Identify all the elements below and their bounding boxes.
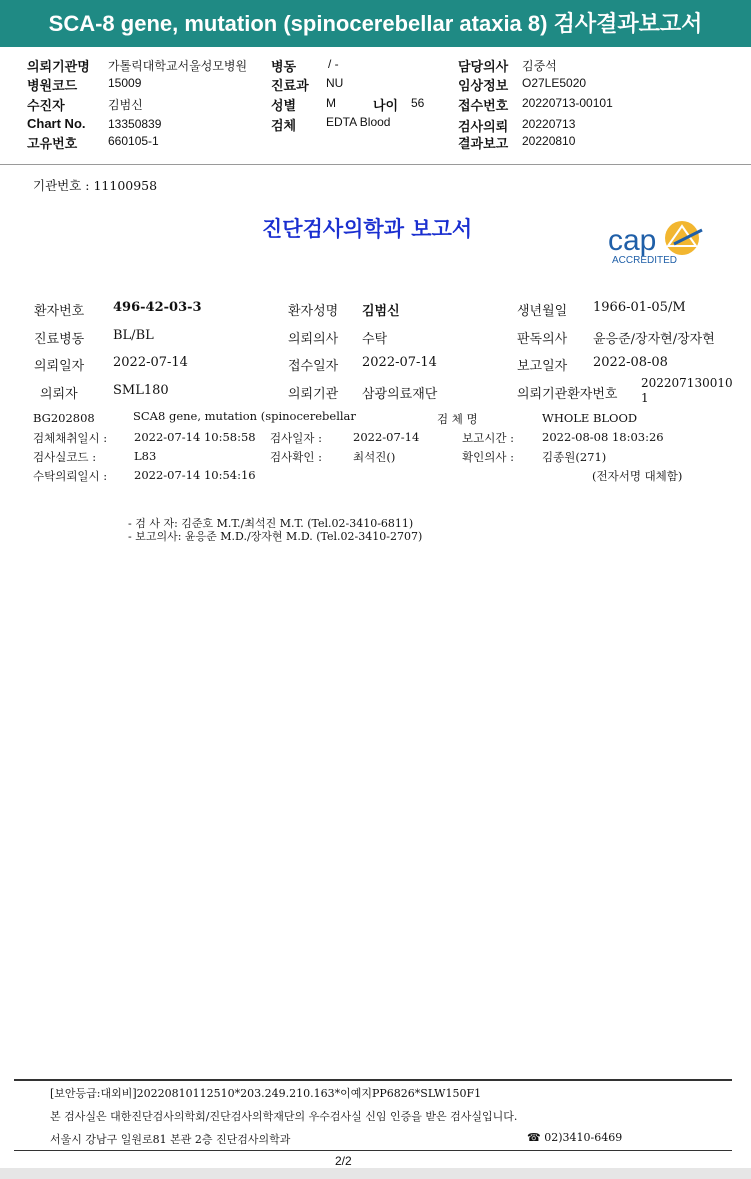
field-label: 판독의사 (517, 332, 568, 347)
header-label: 담당의사 (458, 59, 509, 74)
requester: SML180 (113, 383, 169, 398)
security-line: [보안등급:대외비]20220810112510*203.249.210.163*이예지PP6826*SLW150F1 (50, 1087, 482, 1100)
header-label: 검체 (271, 118, 297, 133)
field-label: 보고일자 (517, 359, 568, 374)
header-value: 20220810 (522, 134, 576, 148)
patient-name: 김범신 (362, 304, 400, 319)
field-label: 의뢰기관환자번호 (517, 387, 618, 402)
report-time: 2022-08-08 18:03:26 (542, 430, 664, 444)
header-label: Chart No. (27, 116, 86, 131)
requesting-doctor: 수탁 (362, 332, 388, 347)
header-value: 13350839 (108, 117, 162, 131)
header-value: / - (328, 57, 339, 71)
date-of-birth: 1966-01-05/M (593, 300, 686, 315)
header-label: 의뢰기관명 (27, 59, 90, 74)
request-date: 2022-07-14 (113, 355, 188, 370)
institution-patient-number-cont: 1 (641, 391, 649, 405)
certification-line: 본 검사실은 대한진단검사의학회/진단검사의학재단의 우수검사실 신임 인증을 받은 검사실입니다. (50, 1110, 518, 1123)
address-line: 서울시 강남구 일원로81 본관 2층 진단검사의학과 (50, 1133, 291, 1146)
specimen: WHOLE BLOOD (542, 411, 638, 425)
tester-line: - 검 사 자: 김준호 M.T./최석진 M.T. (Tel.02-3410-6811) (128, 517, 414, 530)
confirming-doctor: 김종원(271) (542, 450, 607, 464)
test-code: BG202808 (33, 411, 95, 425)
age-label: 나이 (373, 98, 399, 113)
field-label: 수탁의뢰일시 : (33, 469, 108, 483)
header-value: 20220713 (522, 117, 576, 131)
field-label: 생년월일 (517, 304, 568, 319)
test-confirmer: 최석진() (353, 450, 396, 464)
header-label: 결과보고 (458, 136, 509, 151)
consignment-datetime: 2022-07-14 10:54:16 (134, 468, 256, 482)
phone-line: ☎ 02)3410-6469 (527, 1131, 623, 1144)
field-label: 의뢰자 (40, 387, 78, 402)
cap-text: cap (608, 224, 657, 257)
test-name: SCA8 gene, mutation (spinocerebellar (133, 409, 356, 423)
header-label: 수진자 (27, 98, 65, 113)
electronic-signature-note: (전자서명 대체함) (592, 469, 683, 483)
field-label: 접수일자 (288, 359, 339, 374)
field-label: 의뢰일자 (34, 359, 85, 374)
header-label: 임상정보 (458, 78, 509, 93)
field-label: 확인의사 : (462, 450, 514, 464)
receipt-date: 2022-07-14 (362, 355, 437, 370)
header-label: 병원코드 (27, 78, 78, 93)
field-label: 검사실코드 : (33, 450, 97, 464)
requesting-institution: 삼광의료재단 (362, 387, 438, 402)
header-label: 진료과 (271, 78, 309, 93)
report-title: 진단검사의학과 보고서 (262, 217, 473, 241)
field-label: 의뢰의사 (288, 332, 339, 347)
header-value: EDTA Blood (326, 115, 391, 129)
header-value: 20220713-00101 (522, 96, 613, 110)
ward: BL/BL (113, 328, 154, 343)
header-value: 가톨릭대학교서울성모병원 (108, 59, 248, 73)
header-value: NU (326, 76, 344, 90)
field-label: 검사일자 : (270, 431, 322, 445)
field-label: 검 체 명 (437, 412, 478, 426)
cap-accredited-text: ACCREDITED (612, 255, 678, 266)
institution-patient-number: 202207130010 (641, 376, 733, 390)
header-value: 660105-1 (108, 134, 159, 148)
report-date: 2022-08-08 (593, 355, 668, 370)
header-label: 성별 (271, 98, 297, 113)
cap-accredited-logo (604, 218, 708, 268)
field-label: 검사확인 : (270, 450, 322, 464)
page-number: 2/2 (335, 1154, 352, 1168)
patient-number: 496-42-03-3 (113, 300, 202, 315)
header-label: 검사의뢰 (458, 119, 509, 134)
field-label: 보고시간 : (462, 431, 514, 445)
field-label: 진료병동 (34, 332, 85, 347)
report-title-banner: SCA-8 gene, mutation (spinocerebellar ataxia 8) 검사결과보고서 (48, 11, 703, 36)
header-value: 김범신 (108, 98, 143, 112)
header-label: 병동 (271, 59, 297, 74)
footer-bottom-divider (14, 1150, 732, 1151)
lab-code: L83 (134, 449, 157, 463)
header-label: 고유번호 (27, 136, 78, 151)
reading-doctor: 윤응준/장자현/장자현 (593, 332, 715, 347)
institution-number: 기관번호 : 11100958 (33, 178, 158, 193)
header-value: M (326, 96, 336, 110)
footer-divider (14, 1079, 732, 1081)
test-date: 2022-07-14 (353, 430, 420, 444)
header-value: 김중석 (522, 59, 557, 73)
field-label: 의뢰기관 (288, 387, 339, 402)
field-label: 검체채취일시 : (33, 431, 108, 445)
header-value: O27LE5020 (522, 76, 587, 90)
collection-datetime: 2022-07-14 10:58:58 (134, 430, 256, 444)
field-label: 환자성명 (288, 304, 339, 319)
header-divider (0, 164, 751, 165)
field-label: 환자번호 (34, 304, 85, 319)
reporting-doctor-line: - 보고의사: 윤응준 M.D./장자현 M.D. (Tel.02-3410-2707) (128, 530, 423, 543)
age-value: 56 (411, 96, 425, 110)
viewer-bottom-bar (0, 1168, 751, 1179)
header-value: 15009 (108, 76, 142, 90)
header-label: 접수번호 (458, 98, 509, 113)
